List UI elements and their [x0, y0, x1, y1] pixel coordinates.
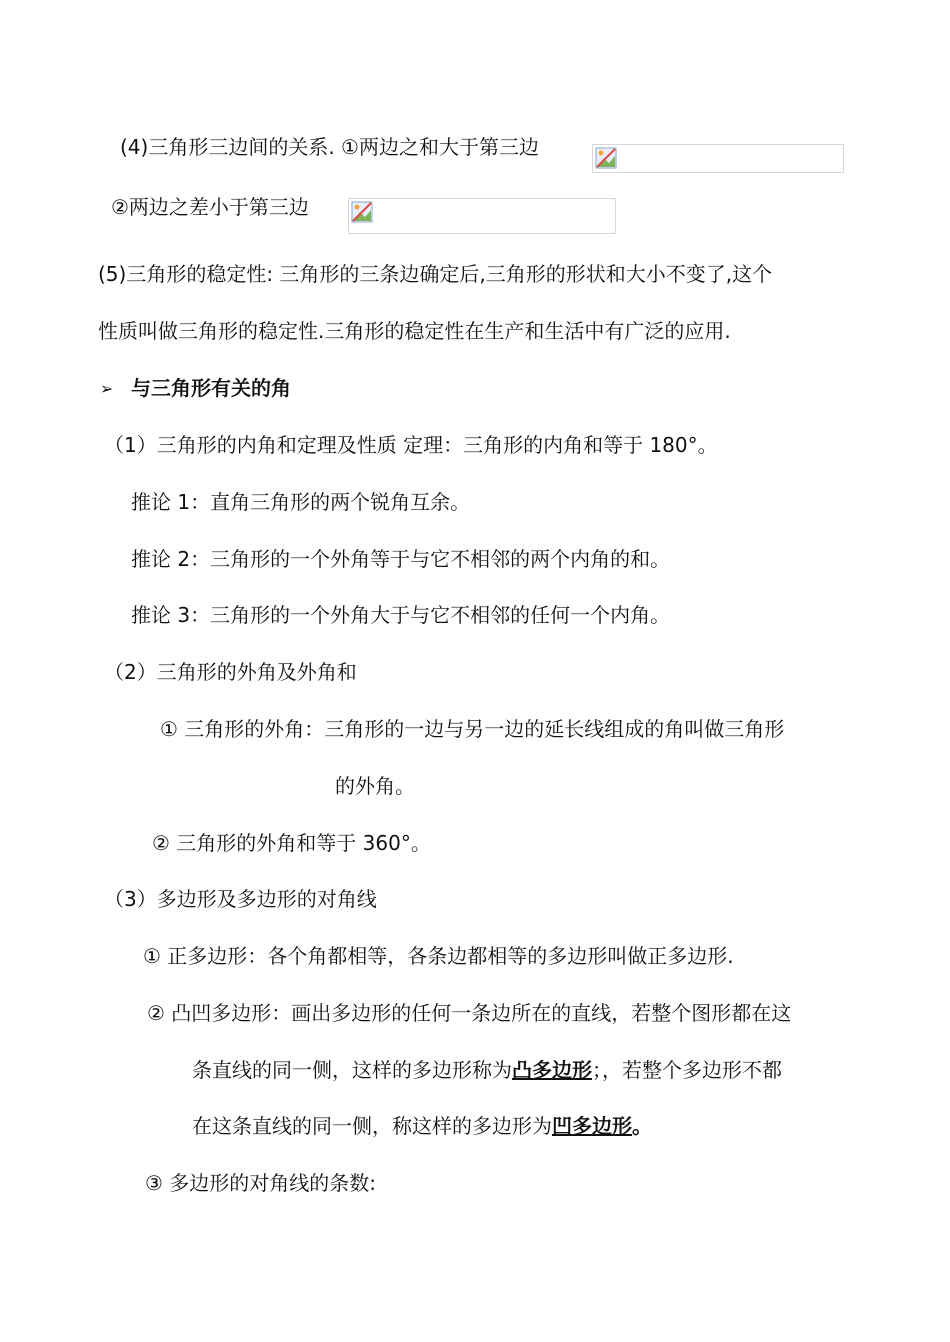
text-line-exterior-heading: （2）三角形的外角及外角和: [104, 660, 357, 684]
broken-image-icon: [351, 201, 373, 223]
text-line-polygon-heading: （3）多边形及多边形的对角线: [104, 887, 377, 911]
text-line-corollary-2: 推论 2：三角形的一个外角等于与它不相邻的两个内角的和。: [131, 547, 671, 571]
formula-image-2: [348, 198, 616, 234]
text-line-convex-def: [192, 1057, 782, 1083]
text-line-regular-polygon: ① 正多边形：各个角都相等，各条边都相等的多边形叫做正多边形.: [143, 944, 734, 968]
text-line-interior-angles: （1）三角形的内角和定理及性质 定理：三角形的内角和等于 180°。: [104, 433, 718, 457]
formula-image-1: [592, 144, 844, 173]
concave-text-prefix: 在这条直线的同一侧，称这样的多边形为: [192, 1114, 552, 1138]
broken-image-icon: [595, 147, 617, 169]
text-line-stability: (5)三角形的稳定性: 三角形的三条边确定后,三角形的形状和大小不变了,这个: [98, 262, 773, 286]
arrowhead-bullet-icon: ➢: [100, 379, 114, 398]
text-line-4-side-relation: (4)三角形三边间的关系. ①两边之和大于第三边: [120, 135, 539, 159]
text-line-difference: ②两边之差小于第三边: [111, 195, 309, 219]
text-line-corollary-3: 推论 3：三角形的一个外角大于与它不相邻的任何一个内角。: [131, 603, 671, 627]
text-line-exterior-def: ① 三角形的外角：三角形的一边与另一边的延长线组成的角叫做三角形: [160, 717, 785, 741]
concave-polygon-term: 凹多边形: [552, 1114, 632, 1138]
section-heading-angles: 与三角形有关的角: [131, 376, 291, 400]
text-line-stability-cont: 性质叫做三角形的稳定性.三角形的稳定性在生产和生活中有广泛的应用.: [98, 319, 731, 343]
convex-polygon-term: 凸多边形: [512, 1058, 592, 1082]
convex-text-suffix: ；，若整个多边形不都: [592, 1058, 782, 1082]
concave-text-suffix: 。: [632, 1114, 652, 1138]
convex-text-prefix: 条直线的同一侧，这样的多边形称为: [192, 1058, 512, 1082]
text-line-corollary-1: 推论 1：直角三角形的两个锐角互余。: [131, 490, 471, 514]
text-line-concave-def: [192, 1113, 652, 1139]
text-line-diagonal-count: ③ 多边形的对角线的条数:: [145, 1171, 377, 1195]
text-line-exterior-def-cont: 的外角。: [335, 774, 415, 798]
text-line-exterior-sum: ② 三角形的外角和等于 360°。: [152, 831, 431, 855]
text-line-convex-concave: ② 凸凹多边形：画出多边形的任何一条边所在的直线，若整个图形都在这: [147, 1001, 792, 1025]
